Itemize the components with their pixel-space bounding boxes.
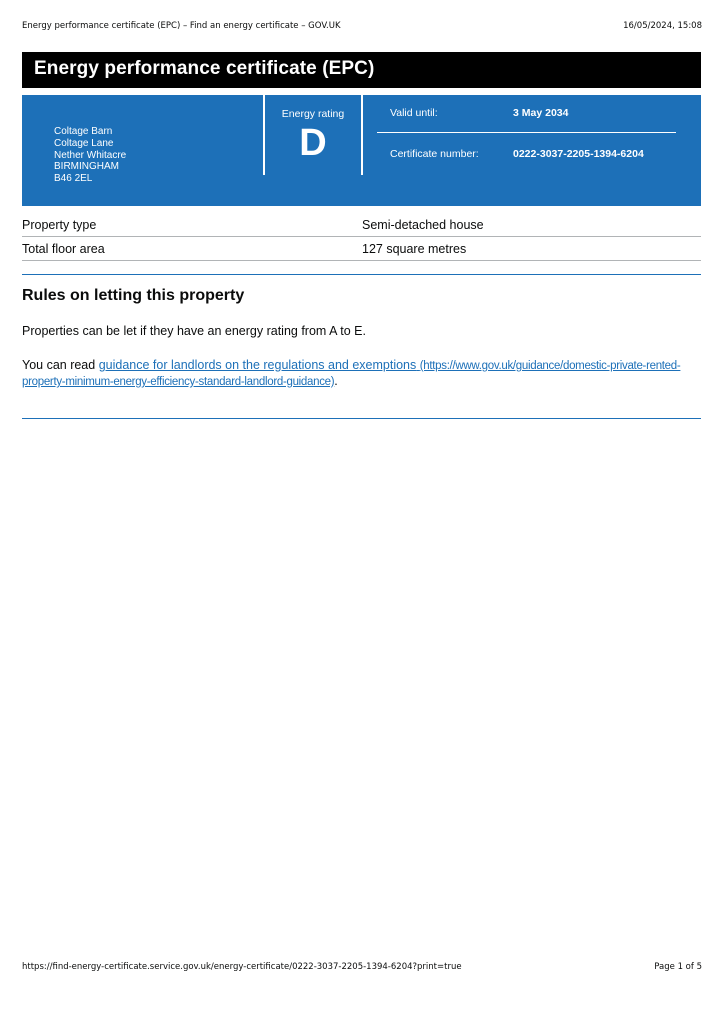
summary-value: Semi-detached house xyxy=(362,218,484,232)
page-number: Page 1 of 5 xyxy=(654,962,702,972)
epc-summary-box xyxy=(22,95,701,206)
rules-paragraph: Properties can be let if they have an energy rating from A to E. xyxy=(22,324,366,338)
rules-heading: Rules on letting this property xyxy=(22,287,245,304)
guidance-paragraph xyxy=(22,358,682,390)
address-line: B46 2EL xyxy=(54,173,93,185)
summary-row-property-type xyxy=(22,213,701,237)
certificate-number-value: 0222-3037-2205-1394-6204 xyxy=(513,148,644,160)
section-divider xyxy=(22,418,701,419)
divider xyxy=(361,95,363,175)
print-page-title: Energy performance certificate (EPC) – Find an energy certificate – GOV.UK xyxy=(22,21,341,31)
landlord-guidance-link-url: (https://www.gov.uk/guidance/domestic-private-rented-property-minimum-energy-efficiency-standard-landlord-guidance) xyxy=(22,360,681,388)
summary-key: Total floor area xyxy=(22,242,105,256)
landlord-guidance-link[interactable] xyxy=(22,358,680,388)
property-summary-list xyxy=(22,213,701,261)
address-line: Coltage Lane xyxy=(54,137,114,149)
guidance-suffix: . xyxy=(334,374,338,388)
address-line: Coltage Barn xyxy=(54,126,113,137)
summary-row-floor-area xyxy=(22,237,701,261)
certificate-title-bar xyxy=(22,52,701,88)
property-address xyxy=(54,126,126,185)
summary-key: Property type xyxy=(22,218,97,232)
valid-until-value: 3 May 2034 xyxy=(513,107,569,119)
certificate-number-label: Certificate number: xyxy=(390,148,479,160)
landlord-guidance-link-text: guidance for landlords on the regulations and exemptions xyxy=(98,358,417,372)
print-footer xyxy=(22,962,702,974)
page-title: Energy performance certificate (EPC) xyxy=(34,58,375,79)
address-line: Nether Whitacre xyxy=(54,149,127,161)
print-url: https://find-energy-certificate.service.gov.uk/energy-certificate/0222-3037-2205-1394-6204?print=true xyxy=(22,962,462,972)
address-line: BIRMINGHAM xyxy=(54,161,119,173)
guidance-prefix: You can read xyxy=(22,358,99,372)
valid-until-label: Valid until: xyxy=(390,107,438,119)
divider xyxy=(377,132,676,133)
print-timestamp: 16/05/2024, 15:08 xyxy=(623,21,702,31)
section-divider xyxy=(22,274,701,275)
energy-rating-value: D xyxy=(299,122,327,164)
print-header xyxy=(22,21,702,33)
energy-rating-label: Energy rating xyxy=(281,108,345,120)
summary-value: 127 square metres xyxy=(362,242,467,256)
